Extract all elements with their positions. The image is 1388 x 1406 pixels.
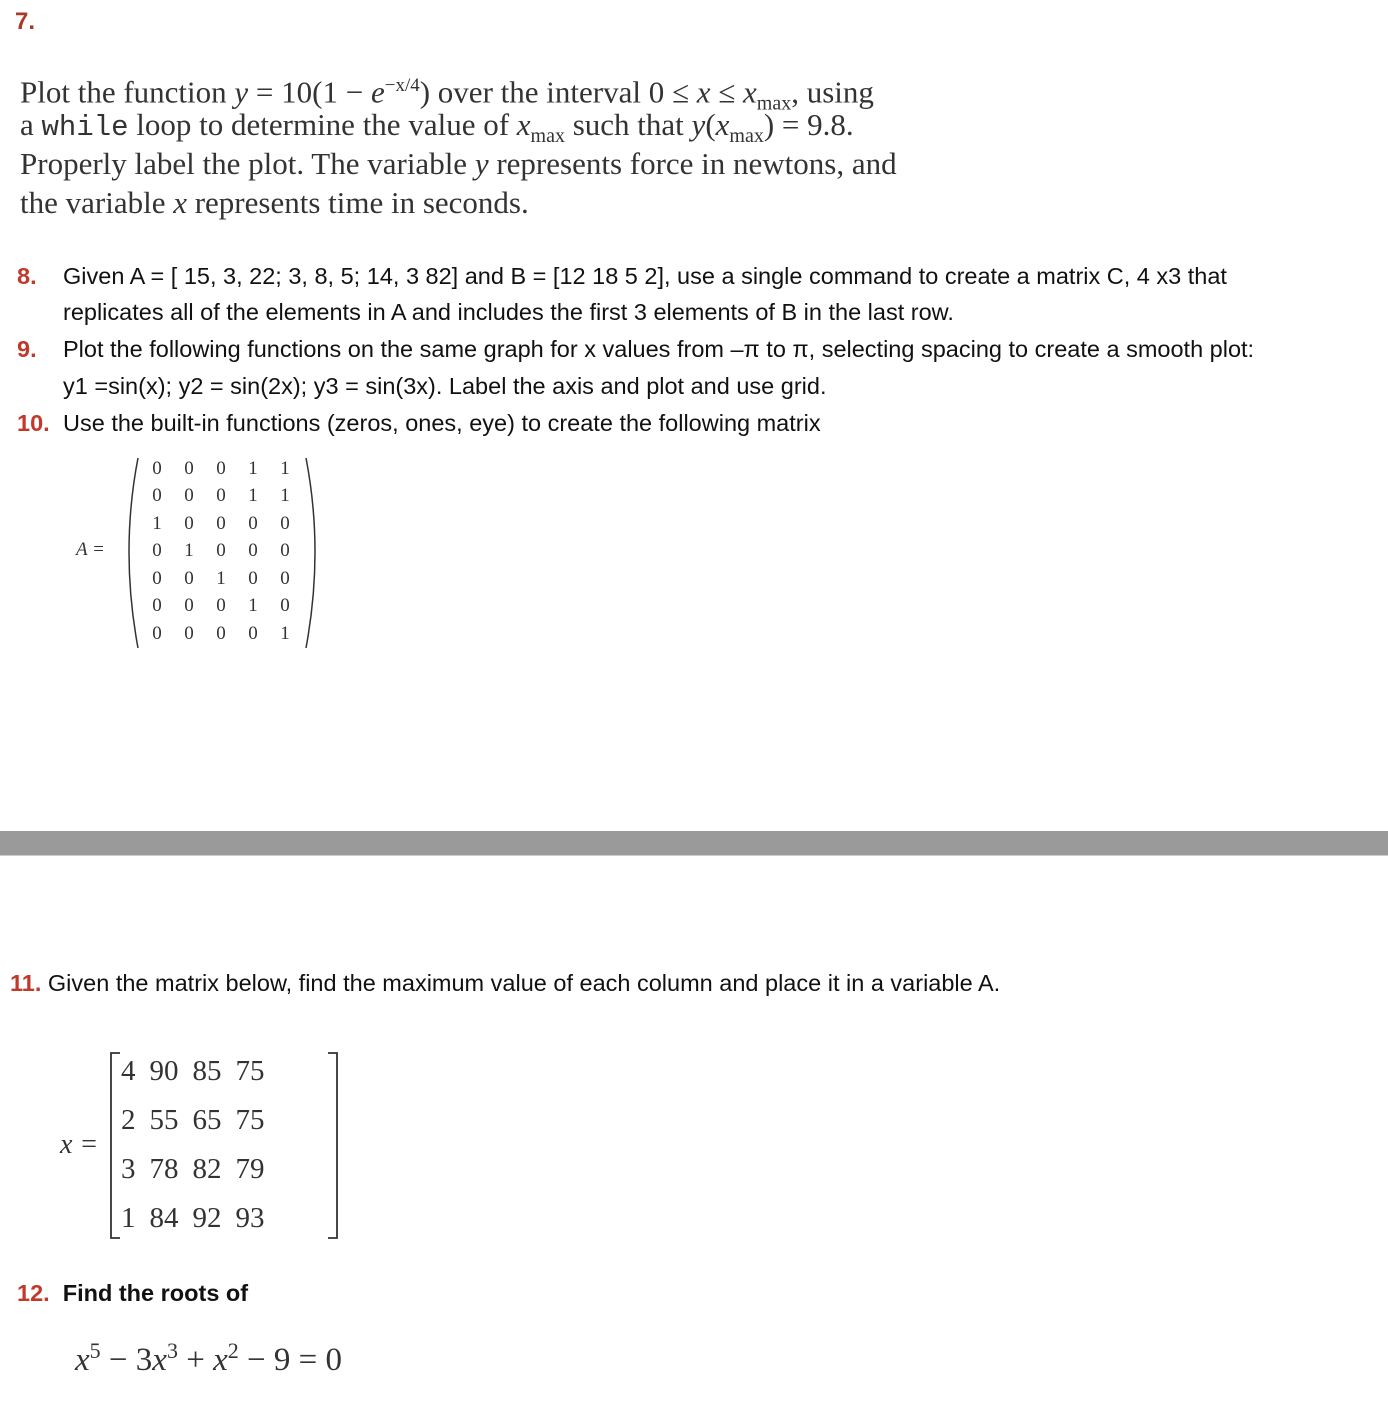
matrix-a-label: A = — [76, 539, 105, 560]
question-9-line-1: Plot the following functions on the same graph for x values from –π to π, selecting spacing to create a smooth plot: — [63, 336, 1255, 362]
matrix-cell: 75 — [235, 1055, 265, 1087]
matrix-cell: 0 — [152, 567, 162, 589]
question-8-line-1: Given A = [ 15, 3, 22; 3, 8, 5; 14, 3 82] and B = [12 18 5 2], use a single command to create a matrix C, 4 x3 that — [63, 263, 1227, 289]
matrix-x-row — [114, 1194, 272, 1243]
matrix-cell: 0 — [216, 457, 226, 479]
matrix-cell: 84 — [149, 1202, 179, 1234]
matrix-cell: 0 — [216, 540, 226, 562]
question-10-text: Use the built-in functions (zeros, ones, eye) to create the following matrix — [63, 410, 821, 436]
matrix-cell: 1 — [280, 457, 290, 479]
matrix-cell: 1 — [248, 595, 258, 617]
matrix-x-row — [114, 1096, 272, 1145]
matrix-x-label: x = — [60, 1129, 99, 1160]
matrix-cell: 0 — [152, 540, 162, 562]
matrix-cell: 0 — [280, 595, 290, 617]
matrix-cell: 93 — [235, 1202, 265, 1234]
matrix-a-row — [141, 620, 301, 648]
matrix-x-row — [114, 1047, 272, 1096]
matrix-cell: 75 — [235, 1104, 265, 1136]
matrix-cell: 0 — [216, 595, 226, 617]
matrix-cell: 1 — [280, 622, 290, 644]
matrix-cell: 3 — [121, 1153, 136, 1185]
matrix-a-row — [141, 593, 301, 621]
matrix-cell: 0 — [152, 595, 162, 617]
question-7-number: 7. — [15, 8, 36, 35]
matrix-cell: 0 — [248, 622, 258, 644]
matrix-cell: 78 — [149, 1153, 179, 1185]
question-7-line-1: Plot the function $y = 10(1 - e^{-x/4})$ over the interval $0 \le x \le x_{max}$, using — [20, 74, 874, 115]
question-7-line-3: Properly label the plot. The variable y represents force in newtons, and — [20, 146, 897, 181]
matrix-cell: 1 — [121, 1202, 136, 1234]
matrix-a-row — [141, 455, 301, 483]
matrix-cell: 85 — [192, 1055, 222, 1087]
matrix-cell: 0 — [184, 512, 194, 534]
section-divider — [0, 831, 1388, 856]
matrix-cell: 0 — [216, 622, 226, 644]
matrix-cell: 1 — [248, 457, 258, 479]
matrix-x-row — [114, 1145, 272, 1194]
matrix-cell: 2 — [121, 1104, 136, 1136]
matrix-cell: 0 — [152, 622, 162, 644]
matrix-cell: 1 — [184, 540, 194, 562]
matrix-cell: 0 — [280, 540, 290, 562]
question-7-line-4: the variable x represents time in seconds. — [20, 185, 529, 220]
matrix-a-row — [141, 565, 301, 593]
question-10-number: 10. — [17, 410, 50, 436]
matrix-cell: 0 — [184, 622, 194, 644]
matrix-cell: 55 — [149, 1104, 179, 1136]
matrix-a-row — [141, 483, 301, 511]
matrix-cell: 1 — [152, 512, 162, 534]
matrix-cell: 0 — [280, 567, 290, 589]
matrix-cell: 0 — [216, 512, 226, 534]
matrix-cell: 65 — [192, 1104, 222, 1136]
matrix-a-row — [141, 538, 301, 566]
question-9-line-2: y1 =sin(x); y2 = sin(2x); y3 = sin(3x). Label the axis and plot and use grid. — [63, 373, 827, 399]
matrix-cell: 1 — [280, 485, 290, 507]
matrix-cell: 0 — [184, 567, 194, 589]
matrix-cell: 0 — [184, 457, 194, 479]
matrix-x — [114, 1047, 272, 1243]
matrix-cell: 92 — [192, 1202, 222, 1234]
matrix-cell: 0 — [248, 512, 258, 534]
question-12: 12. Find the roots of — [17, 1280, 249, 1306]
polynomial-equation: $x^5 - 3x^3 + x^2 - 9 = 0$ — [75, 1338, 342, 1378]
matrix-cell: 0 — [248, 540, 258, 562]
question-11: 11. Given the matrix below, find the maximum value of each column and place it in a variable A. — [10, 970, 1001, 996]
matrix-cell: 0 — [216, 485, 226, 507]
matrix-cell: 1 — [248, 485, 258, 507]
matrix-cell: 0 — [280, 512, 290, 534]
matrix-cell: 4 — [121, 1055, 136, 1087]
question-7-line-2: a while loop to determine the value of $x_{max}$ such that $y(x_{max}) = 9.8$. — [20, 107, 854, 148]
matrix-a-row — [141, 510, 301, 538]
matrix-cell: 0 — [184, 595, 194, 617]
matrix-cell: 82 — [192, 1153, 222, 1185]
matrix-cell: 79 — [235, 1153, 265, 1185]
question-8-line-2: replicates all of the elements in A and includes the first 3 elements of B in the last row. — [63, 299, 954, 325]
question-9-number: 9. — [17, 336, 37, 362]
matrix-cell: 1 — [216, 567, 226, 589]
matrix-cell: 0 — [152, 485, 162, 507]
matrix-cell: 0 — [248, 567, 258, 589]
matrix-a — [141, 455, 301, 648]
matrix-cell: 0 — [184, 485, 194, 507]
question-8-number: 8. — [17, 263, 37, 289]
matrix-cell: 0 — [152, 457, 162, 479]
matrix-cell: 90 — [149, 1055, 179, 1087]
